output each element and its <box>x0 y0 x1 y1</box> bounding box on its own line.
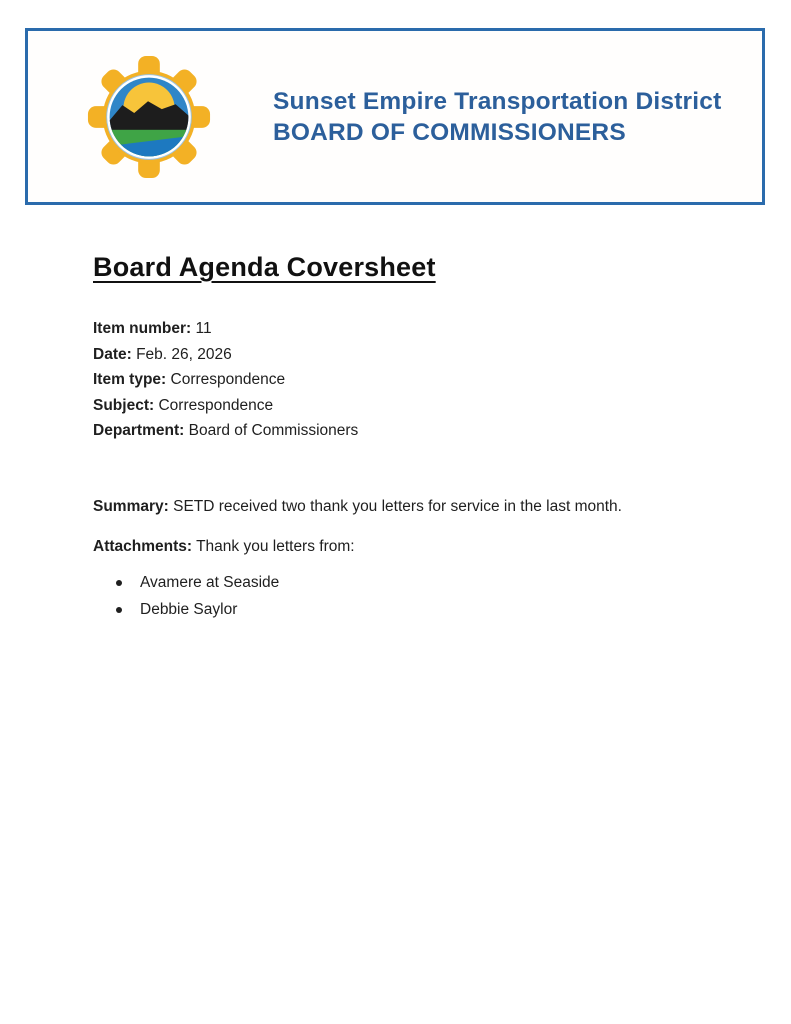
setd-gear-logo-icon <box>85 51 213 183</box>
field-row-date <box>93 342 358 368</box>
field-label: Subject: <box>93 396 155 414</box>
field-value: Correspondence <box>158 396 274 414</box>
page-title: Board Agenda Coversheet <box>93 252 436 282</box>
list-item <box>93 597 279 624</box>
header-box <box>25 28 765 205</box>
field-label: Item type: <box>93 371 167 389</box>
attachments <box>93 536 721 558</box>
field-label: Department: <box>93 422 185 440</box>
org-name: Sunset Empire Transportation District <box>273 87 722 115</box>
attachment-list <box>93 570 279 623</box>
field-row-subject <box>93 393 358 419</box>
bullet-icon <box>116 580 122 586</box>
summary <box>93 496 721 518</box>
attachments-intro: Thank you letters from: <box>196 538 355 555</box>
org-titles <box>273 86 721 148</box>
bullet-icon <box>116 607 122 613</box>
list-item-text: Debbie Saylor <box>140 600 238 618</box>
field-row-item-number <box>93 316 358 342</box>
org-subtitle: BOARD OF COMMISSIONERS <box>273 118 626 146</box>
field-list <box>93 316 358 444</box>
attachments-label: Attachments: <box>93 538 193 555</box>
field-row-department <box>93 418 358 444</box>
field-value: Correspondence <box>170 371 286 389</box>
list-item-text: Avamere at Seaside <box>140 574 280 591</box>
summary-label: Summary: <box>93 498 169 515</box>
field-label: Item number: <box>93 320 192 337</box>
field-value: 11 <box>195 320 212 337</box>
field-value: Board of Commissioners <box>188 422 359 440</box>
field-label: Date: <box>93 345 132 363</box>
list-item <box>93 570 279 597</box>
field-value: Feb. 26, 2026 <box>136 345 232 363</box>
field-row-item-type <box>93 367 358 393</box>
summary-text: SETD received two thank you letters for service in the last month. <box>173 498 622 515</box>
